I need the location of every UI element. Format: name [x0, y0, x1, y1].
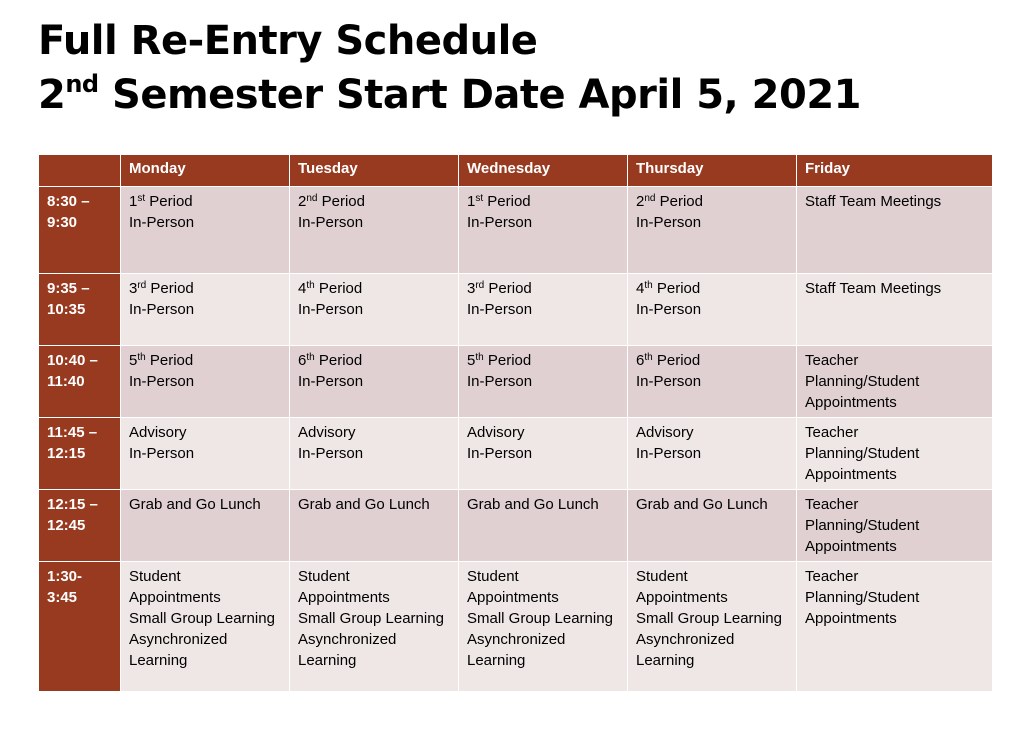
cell-text-line: Grab and Go Lunch: [129, 496, 261, 513]
schedule-cell: [628, 346, 797, 418]
cell-text-line: In-Person: [129, 301, 195, 318]
schedule-cell: [121, 562, 290, 692]
header-row: [39, 155, 993, 187]
cell-text-line: Advisory: [298, 424, 356, 441]
day-header-wednesday: Wednesday: [459, 155, 628, 187]
schedule-cell: [290, 187, 459, 274]
time-slot-text: 10:35: [47, 301, 86, 318]
schedule-cell: [121, 187, 290, 274]
cell-text-line: In-Person: [467, 301, 533, 318]
schedule-cell: [628, 490, 797, 562]
day-header-monday: Monday: [121, 155, 290, 187]
table-row: [39, 187, 993, 274]
time-slot-cell: [39, 418, 121, 490]
cell-text-line: Grab and Go Lunch: [467, 496, 599, 513]
period-word: Period: [145, 193, 193, 210]
cell-text-line: Student: [467, 568, 519, 585]
period-suffix: th: [475, 352, 484, 363]
cell-text-line: Appointments: [805, 394, 897, 411]
title-line-2: [38, 68, 861, 122]
cell-text-line: Grab and Go Lunch: [298, 496, 430, 513]
time-slot-text: 11:45 –: [47, 424, 98, 441]
cell-text-line: Student: [636, 568, 688, 585]
time-slot-cell: [39, 562, 121, 692]
period-suffix: st: [475, 193, 484, 204]
cell-text-line: Appointments: [805, 610, 897, 627]
period-number: 2: [298, 193, 307, 210]
period-suffix: th: [644, 280, 653, 291]
cell-text-line: Appointments: [636, 589, 728, 606]
period-number: 4: [298, 280, 307, 297]
table-row: [39, 274, 993, 346]
time-slot-text: 12:45: [47, 517, 86, 534]
schedule-cell: [459, 274, 628, 346]
period-number: 5: [129, 352, 138, 369]
period-word: Period: [652, 352, 701, 369]
cell-text-line: Appointments: [129, 589, 221, 606]
period-word: Period: [146, 280, 194, 297]
period-label: [467, 278, 619, 299]
time-slot-text: 10:40 –: [47, 352, 98, 369]
time-slot-text: 12:15: [47, 445, 86, 462]
cell-text-line: In-Person: [129, 373, 195, 390]
period-label: [129, 350, 281, 371]
schedule-cell: [797, 562, 993, 692]
schedule-cell: [290, 490, 459, 562]
period-label: [129, 191, 281, 212]
period-word: Period: [314, 352, 363, 369]
period-number: 1: [467, 193, 476, 210]
schedule-cell: [797, 346, 993, 418]
cell-text-line: Planning/Student: [805, 373, 920, 390]
title-semester-suffix: nd: [65, 70, 99, 98]
period-number: 6: [298, 352, 307, 369]
cell-text-line: Advisory: [129, 424, 187, 441]
period-suffix: th: [137, 352, 146, 363]
schedule-cell: [121, 346, 290, 418]
cell-text-line: Teacher: [805, 352, 859, 369]
schedule-cell: [459, 490, 628, 562]
period-number: 3: [467, 280, 476, 297]
page-title: [38, 14, 861, 122]
cell-text-line: Asynchronized: [298, 631, 397, 648]
schedule-cell: [459, 562, 628, 692]
cell-text-line: Student: [298, 568, 350, 585]
period-number: 5: [467, 352, 476, 369]
cell-text-line: Planning/Student: [805, 517, 920, 534]
schedule-cell: [290, 562, 459, 692]
time-slot-cell: [39, 490, 121, 562]
period-label: [298, 350, 450, 371]
schedule-table: [38, 154, 993, 692]
time-slot-text: 3:45: [47, 589, 78, 606]
time-slot-cell: [39, 187, 121, 274]
cell-text-line: Asynchronized: [636, 631, 735, 648]
cell-text-line: In-Person: [298, 445, 364, 462]
period-suffix: th: [306, 352, 315, 363]
cell-text-line: Small Group Learning: [636, 610, 782, 627]
period-label: [636, 278, 788, 299]
cell-text-line: Staff Team Meetings: [805, 280, 942, 297]
schedule-cell: [459, 187, 628, 274]
schedule-cell: [290, 418, 459, 490]
cell-text-line: Appointments: [298, 589, 390, 606]
cell-text-line: In-Person: [636, 373, 702, 390]
cell-text-line: In-Person: [636, 445, 702, 462]
period-word: Period: [483, 193, 531, 210]
cell-text-line: In-Person: [129, 445, 195, 462]
period-word: Period: [145, 352, 194, 369]
cell-text-line: Teacher: [805, 424, 859, 441]
period-number: 2: [636, 193, 645, 210]
cell-text-line: Teacher: [805, 496, 859, 513]
table-row: [39, 346, 993, 418]
schedule-cell: [797, 418, 993, 490]
schedule-cell: [797, 187, 993, 274]
time-slot-text: 9:35 –: [47, 280, 90, 297]
cell-text-line: Asynchronized: [129, 631, 228, 648]
cell-text-line: Learning: [129, 652, 188, 669]
period-word: Period: [652, 280, 701, 297]
period-suffix: th: [644, 352, 653, 363]
cell-text-line: In-Person: [636, 301, 702, 318]
schedule-cell: [459, 418, 628, 490]
period-word: Period: [655, 193, 703, 210]
day-header-friday: Friday: [797, 155, 993, 187]
schedule-cell: [628, 562, 797, 692]
cell-text-line: In-Person: [129, 214, 195, 231]
period-label: [636, 350, 788, 371]
schedule-cell: [290, 346, 459, 418]
period-label: [636, 191, 788, 212]
cell-text-line: Learning: [636, 652, 695, 669]
cell-text-line: Advisory: [467, 424, 525, 441]
schedule-cell: [628, 187, 797, 274]
schedule-cell: [628, 418, 797, 490]
title-semester-text: Semester Start Date April 5, 2021: [98, 72, 862, 118]
period-label: [298, 191, 450, 212]
period-number: 3: [129, 280, 138, 297]
day-header-thursday: Thursday: [628, 155, 797, 187]
corner-cell: [39, 155, 121, 187]
period-number: 4: [636, 280, 645, 297]
day-header-tuesday: Tuesday: [290, 155, 459, 187]
period-suffix: st: [137, 193, 146, 204]
cell-text-line: Student: [129, 568, 181, 585]
time-slot-text: 11:40: [47, 373, 85, 390]
cell-text-line: Small Group Learning: [129, 610, 275, 627]
time-slot-text: 9:30: [47, 214, 78, 231]
schedule-cell: [121, 418, 290, 490]
cell-text-line: In-Person: [467, 214, 533, 231]
cell-text-line: In-Person: [636, 214, 702, 231]
cell-text-line: Appointments: [805, 466, 897, 483]
cell-text-line: Appointments: [805, 538, 897, 555]
cell-text-line: In-Person: [467, 373, 533, 390]
cell-text-line: Planning/Student: [805, 445, 920, 462]
period-suffix: rd: [137, 280, 147, 291]
title-line-1: Full Re-Entry Schedule: [38, 18, 538, 64]
cell-text-line: Appointments: [467, 589, 559, 606]
cell-text-line: Asynchronized: [467, 631, 566, 648]
table-row: [39, 418, 993, 490]
cell-text-line: Staff Team Meetings: [805, 193, 942, 210]
cell-text-line: Small Group Learning: [467, 610, 613, 627]
schedule-cell: [797, 274, 993, 346]
period-number: 1: [129, 193, 138, 210]
title-semester-number: 2: [38, 72, 66, 118]
table-row: [39, 562, 993, 692]
cell-text-line: In-Person: [298, 373, 364, 390]
period-suffix: nd: [306, 193, 318, 204]
period-number: 6: [636, 352, 645, 369]
schedule-cell: [121, 274, 290, 346]
cell-text-line: Learning: [298, 652, 357, 669]
cell-text-line: Grab and Go Lunch: [636, 496, 768, 513]
period-label: [467, 350, 619, 371]
period-suffix: nd: [644, 193, 656, 204]
schedule-cell: [797, 490, 993, 562]
time-slot-cell: [39, 274, 121, 346]
cell-text-line: In-Person: [298, 214, 364, 231]
period-suffix: rd: [475, 280, 485, 291]
period-label: [467, 191, 619, 212]
cell-text-line: In-Person: [467, 445, 533, 462]
table-row: [39, 490, 993, 562]
schedule-cell: [290, 274, 459, 346]
cell-text-line: Learning: [467, 652, 526, 669]
period-word: Period: [484, 280, 532, 297]
cell-text-line: Planning/Student: [805, 589, 920, 606]
period-suffix: th: [306, 280, 315, 291]
period-word: Period: [317, 193, 365, 210]
period-word: Period: [314, 280, 363, 297]
time-slot-cell: [39, 346, 121, 418]
cell-text-line: Advisory: [636, 424, 694, 441]
time-slot-text: 8:30 –: [47, 193, 90, 210]
period-label: [129, 278, 281, 299]
cell-text-line: In-Person: [298, 301, 364, 318]
schedule-cell: [628, 274, 797, 346]
schedule-cell: [459, 346, 628, 418]
schedule-cell: [121, 490, 290, 562]
cell-text-line: Small Group Learning: [298, 610, 444, 627]
time-slot-text: 12:15 –: [47, 496, 98, 513]
period-word: Period: [483, 352, 532, 369]
period-label: [298, 278, 450, 299]
time-slot-text: 1:30-: [47, 568, 83, 585]
cell-text-line: Teacher: [805, 568, 859, 585]
